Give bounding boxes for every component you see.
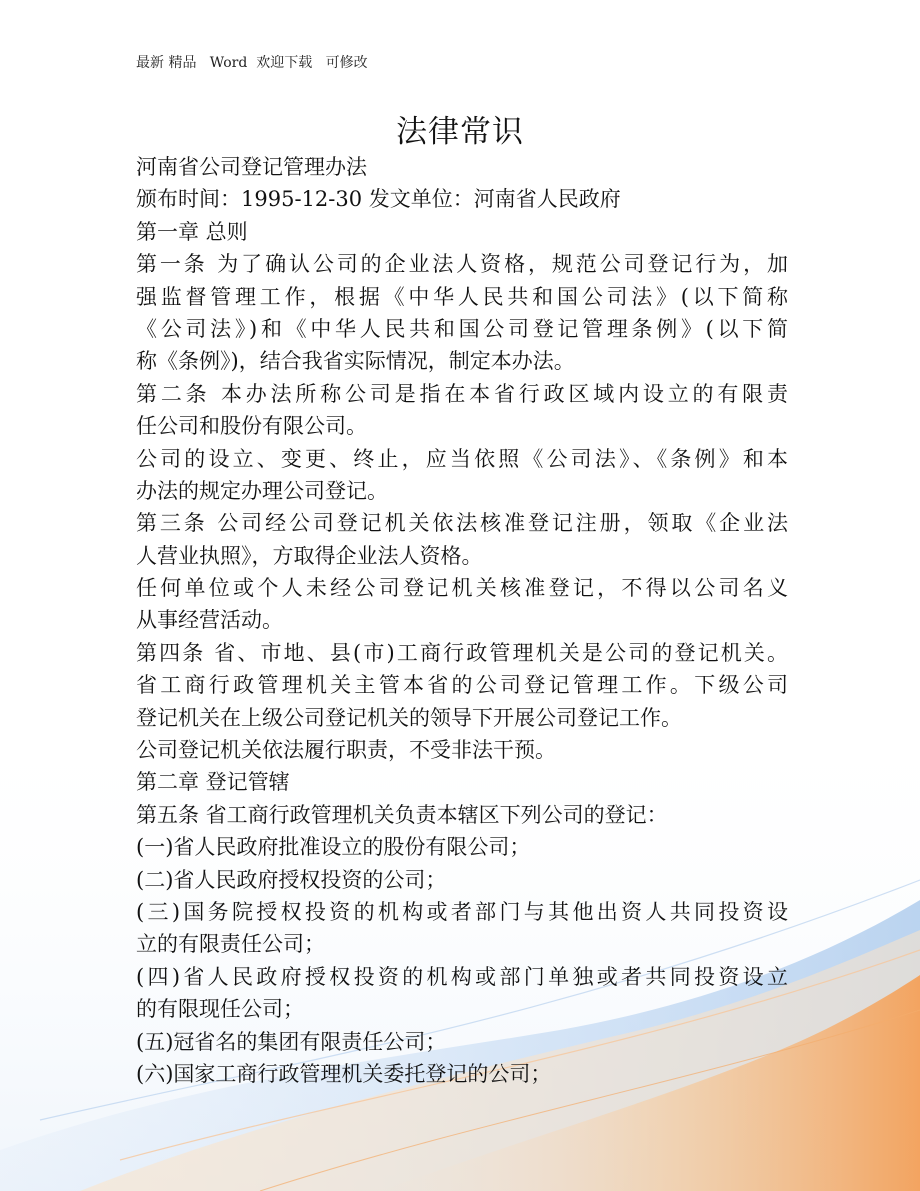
text-line: 任公司和股份有限公司。 <box>136 414 367 439</box>
text-line: 第三条 公司经公司登记机关依法核准登记注册，领取《企业法 <box>136 511 788 536</box>
text-line: 《公司法》)和《中华人民共和国公司登记管理条例》(以下简 <box>136 316 788 341</box>
document-title: 法律常识 <box>396 114 524 150</box>
text-line: 人营业执照》，方取得企业法人资格。 <box>136 543 483 568</box>
text-line: 强监督管理工作，根据《中华人民共和国公司法》(以下简称 <box>136 284 788 309</box>
text-line: 第五条 省工商行政管理机关负责本辖区下列公司的登记： <box>136 802 668 827</box>
text-line: 的有限现任公司； <box>136 997 304 1022</box>
text-line: 公司的设立、变更、终止，应当依照《公司法》、《条例》和本 <box>136 446 788 471</box>
text-line: 颁布时间：1995-12-30 发文单位：河南省人民政府 <box>136 187 621 212</box>
text-line: 称《条例》)，结合我省实际情况，制定本办法。 <box>136 349 575 374</box>
text-line: (六)国家工商行政管理机关委托登记的公司； <box>136 1061 552 1086</box>
text-line: 河南省公司登记管理办法 <box>136 155 367 179</box>
text-line: 第一章 总则 <box>136 219 248 244</box>
text-line: (二)省人民政府授权投资的公司； <box>136 867 447 892</box>
document-body <box>136 151 788 1090</box>
text-line: 省工商行政管理机关主管本省的公司登记管理工作。下级公司 <box>136 673 788 698</box>
text-line: (一)省人民政府批准设立的股份有限公司； <box>136 835 531 860</box>
text-line: 公司登记机关依法履行职责，不受非法干预。 <box>136 738 556 763</box>
page-header: 最新 精品 Word 欢迎下载 可修改 <box>136 55 368 71</box>
text-line: 登记机关在上级公司登记机关的领导下开展公司登记工作。 <box>136 705 682 730</box>
text-line: 第一条 为了确认公司的企业法人资格，规范公司登记行为，加 <box>136 252 788 277</box>
text-line: 第二条 本办法所称公司是指在本省行政区域内设立的有限责 <box>136 381 788 406</box>
text-line: 从事经营活动。 <box>136 608 283 633</box>
text-line: (五)冠省名的集团有限责任公司； <box>136 1029 447 1054</box>
text-line: (三)国务院授权投资的机构或者部门与其他出资人共同投资设 <box>136 899 788 924</box>
text-line: (四)省人民政府授权投资的机构或部门单独或者共同投资设立 <box>136 964 788 989</box>
text-line: 第四条 省、市地、县(市)工商行政管理机关是公司的登记机关。 <box>136 640 788 665</box>
text-line: 第二章 登记管辖 <box>136 770 290 795</box>
text-line: 办法的规定办理公司登记。 <box>136 478 388 503</box>
text-line: 立的有限责任公司； <box>136 932 325 957</box>
text-line: 任何单位或个人未经公司登记机关核准登记，不得以公司名义 <box>136 576 788 601</box>
